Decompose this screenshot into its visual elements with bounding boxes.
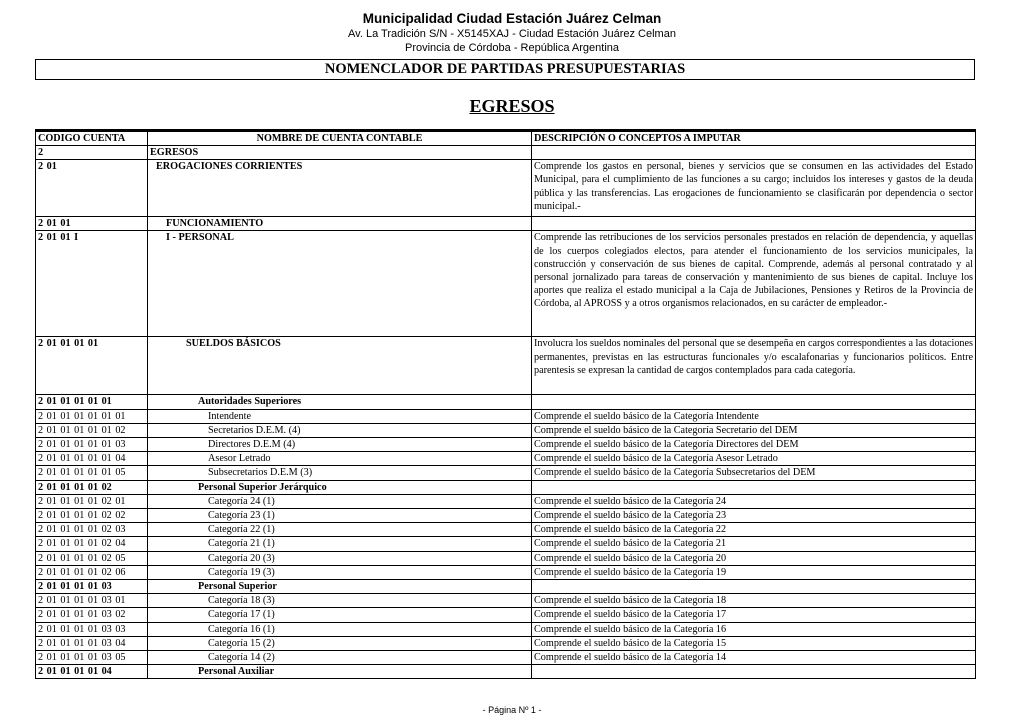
account-code: 2 01 01 01 01 03 04 xyxy=(36,636,148,650)
table-row xyxy=(36,551,976,565)
page-number: - Página Nº 1 - xyxy=(482,705,542,715)
account-code: 2 01 01 01 01 02 03 xyxy=(36,523,148,537)
table-row xyxy=(36,480,976,494)
account-code: 2 xyxy=(36,146,148,160)
account-code: 2 01 01 01 01 03 01 xyxy=(36,594,148,608)
table-row xyxy=(36,537,976,551)
table-row xyxy=(36,523,976,537)
account-code: 2 01 01 01 01 01 04 xyxy=(36,452,148,466)
account-code: 2 01 01 01 01 01 xyxy=(36,395,148,409)
account-description: Comprende el sueldo básico de la Categoría 15 xyxy=(532,636,976,650)
account-code: 2 01 01 01 01 03 02 xyxy=(36,608,148,622)
account-name: Categoría 23 (1) xyxy=(148,509,532,523)
account-code: 2 01 01 xyxy=(36,217,148,231)
account-code: 2 01 01 01 01 02 06 xyxy=(36,565,148,579)
header-description: DESCRIPCIÓN O CONCEPTOS A IMPUTAR xyxy=(532,131,976,146)
org-name: Municipalidad Ciudad Estación Juárez Celman xyxy=(362,11,662,26)
section-title: EGRESOS xyxy=(469,96,555,116)
table-row xyxy=(36,423,976,437)
account-name: Categoría 24 (1) xyxy=(148,494,532,508)
account-code: 2 01 01 I xyxy=(36,231,148,337)
account-name: FUNCIONAMIENTO xyxy=(148,217,532,231)
account-name: Personal Superior xyxy=(148,580,532,594)
table-row xyxy=(36,146,976,160)
account-name: Categoría 18 (3) xyxy=(148,594,532,608)
document-banner: NOMENCLADOR DE PARTIDAS PRESUPUESTARIAS xyxy=(35,59,975,80)
table-header-row xyxy=(36,131,976,146)
account-name: Directores D.E.M (4) xyxy=(148,438,532,452)
account-description xyxy=(532,395,976,409)
org-province: Provincia de Córdoba - República Argentina xyxy=(404,42,620,54)
account-description: Comprende el sueldo básico de la Categoría Intendente xyxy=(532,409,976,423)
table-row xyxy=(36,409,976,423)
table-row xyxy=(36,622,976,636)
account-code: 2 01 01 01 01 04 xyxy=(36,665,148,679)
account-code: 2 01 01 01 01 02 05 xyxy=(36,551,148,565)
account-description: Comprende el sueldo básico de la Categoría 17 xyxy=(532,608,976,622)
account-name: Categoría 22 (1) xyxy=(148,523,532,537)
table-row xyxy=(36,565,976,579)
table-row xyxy=(36,438,976,452)
header-name: NOMBRE DE CUENTA CONTABLE xyxy=(148,131,532,146)
account-code: 2 01 xyxy=(36,160,148,217)
table-row xyxy=(36,651,976,665)
table-row xyxy=(36,217,976,231)
account-name: Intendente xyxy=(148,409,532,423)
account-description: Comprende el sueldo básico de la Categoría 19 xyxy=(532,565,976,579)
table-row xyxy=(36,231,976,337)
account-description: Comprende el sueldo básico de la Categoría 21 xyxy=(532,537,976,551)
account-description xyxy=(532,665,976,679)
account-description: Comprende las retribuciones de los servicios personales prestados en relación de dependencia, y aquellas de los cuerpos colegiados electos, para atender el funcionamiento de los servicios municipales, la construcción y conservación de sus bienes de capital. Comprende, además al personal contratado y al personal jornalizado para tareas de conservación y mantenimiento de sus bienes de capital. Incluye los aportes que realiza el estado municipal a la Caja de Jubilaciones, Pensiones y Retiros de la Provincia de Córdoba, al APROSS y a otros organismos relacionados, en su carácter de empleador.- xyxy=(532,231,976,337)
account-name: Personal Superior Jerárquico xyxy=(148,480,532,494)
table-row xyxy=(36,608,976,622)
account-name: Categoría 17 (1) xyxy=(148,608,532,622)
account-description: Comprende el sueldo básico de la Categoría 16 xyxy=(532,622,976,636)
table-row xyxy=(36,580,976,594)
account-code: 2 01 01 01 01 03 05 xyxy=(36,651,148,665)
account-name: Categoría 16 (1) xyxy=(148,622,532,636)
account-description: Comprende el sueldo básico de la Categoría 24 xyxy=(532,494,976,508)
table-row xyxy=(36,452,976,466)
table-row xyxy=(36,665,976,679)
account-name: SUELDOS BÁSICOS xyxy=(148,337,532,395)
table-row xyxy=(36,395,976,409)
account-name: Categoría 21 (1) xyxy=(148,537,532,551)
account-description xyxy=(532,480,976,494)
account-name: Secretarios D.E.M. (4) xyxy=(148,423,532,437)
table-row xyxy=(36,594,976,608)
table-row xyxy=(36,509,976,523)
account-name: I - PERSONAL xyxy=(148,231,532,337)
account-description: Comprende el sueldo básico de la Categoría Asesor Letrado xyxy=(532,452,976,466)
account-description: Comprende el sueldo básico de la Categoría 22 xyxy=(532,523,976,537)
account-description xyxy=(532,580,976,594)
account-description: Comprende el sueldo básico de la Categoría 23 xyxy=(532,509,976,523)
account-description: Comprende el sueldo básico de la Categoría 18 xyxy=(532,594,976,608)
account-name: EGRESOS xyxy=(148,146,532,160)
account-name: Asesor Letrado xyxy=(148,452,532,466)
account-code: 2 01 01 01 01 02 02 xyxy=(36,509,148,523)
table-row xyxy=(36,636,976,650)
account-code: 2 01 01 01 01 01 02 xyxy=(36,423,148,437)
account-code: 2 01 01 01 01 xyxy=(36,337,148,395)
account-code: 2 01 01 01 01 01 03 xyxy=(36,438,148,452)
account-name: EROGACIONES CORRIENTES xyxy=(148,160,532,217)
table-row xyxy=(36,160,976,217)
account-code: 2 01 01 01 01 01 05 xyxy=(36,466,148,480)
account-name: Categoría 19 (3) xyxy=(148,565,532,579)
account-description: Involucra los sueldos nominales del personal que se desempeña en cargos correspondientes a las dotaciones permanentes, previstas en las estructuras funcionales y/o escalafonarias y funcionarios políticos. Entre parentesis se expresan la cantidad de cargos contemplados para cada categoría. xyxy=(532,337,976,395)
account-description: Comprende el sueldo básico de la Categoría Secretario del DEM xyxy=(532,423,976,437)
account-code: 2 01 01 01 01 03 03 xyxy=(36,622,148,636)
account-description: Comprende el sueldo básico de la Categoría 20 xyxy=(532,551,976,565)
account-description: Comprende el sueldo básico de la Categoría 14 xyxy=(532,651,976,665)
account-code: 2 01 01 01 01 02 04 xyxy=(36,537,148,551)
header-code: CODIGO CUENTA xyxy=(36,131,148,146)
account-description: Comprende el sueldo básico de la Categoría Directores del DEM xyxy=(532,438,976,452)
budget-table xyxy=(35,129,976,679)
account-description: Comprende el sueldo básico de la Categoría Subsecretarios del DEM xyxy=(532,466,976,480)
account-name: Autoridades Superiores xyxy=(148,395,532,409)
table-row xyxy=(36,466,976,480)
account-code: 2 01 01 01 01 03 xyxy=(36,580,148,594)
account-name: Subsecretarios D.E.M (3) xyxy=(148,466,532,480)
account-description: Comprende los gastos en personal, bienes y servicios que se consumen en las actividades del Estado Municipal, para el cumplimiento de las funciones a su cargo; incluidos los intereses y gastos de la deuda pública y las transferencias. Las erogaciones de funcionamiento se clasificarán por dependencia o sector municipal.- xyxy=(532,160,976,217)
table-row xyxy=(36,337,976,395)
account-code: 2 01 01 01 01 01 01 xyxy=(36,409,148,423)
org-address: Av. La Tradición S/N - X5145XAJ - Ciudad Estación Juárez Celman xyxy=(348,28,676,40)
account-description xyxy=(532,146,976,160)
account-name: Categoría 15 (2) xyxy=(148,636,532,650)
account-code: 2 01 01 01 01 02 01 xyxy=(36,494,148,508)
account-name: Categoría 14 (2) xyxy=(148,651,532,665)
account-name: Personal Auxiliar xyxy=(148,665,532,679)
account-description xyxy=(532,217,976,231)
account-code: 2 01 01 01 01 02 xyxy=(36,480,148,494)
account-name: Categoría 20 (3) xyxy=(148,551,532,565)
table-row xyxy=(36,494,976,508)
